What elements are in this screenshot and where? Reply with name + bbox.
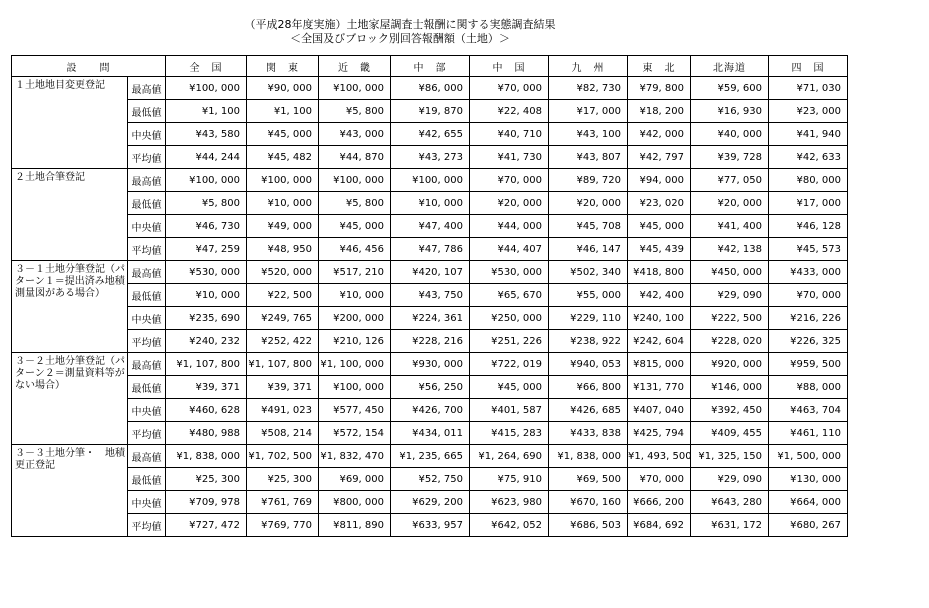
stat-label-max: 最高値 bbox=[128, 77, 166, 100]
value-cell-tohoku: ¥45, 000 bbox=[628, 215, 691, 238]
value-cell-tohoku: ¥418, 800 bbox=[628, 261, 691, 284]
value-cell-shikoku: ¥17, 000 bbox=[769, 192, 848, 215]
table-row bbox=[12, 330, 929, 353]
value-cell-kinki: ¥69, 000 bbox=[319, 468, 391, 491]
value-cell-shikoku: ¥70, 000 bbox=[769, 284, 848, 307]
value-cell-shikoku: ¥959, 500 bbox=[769, 353, 848, 376]
value-cell-kanto: ¥491, 023 bbox=[247, 399, 319, 422]
value-cell-kyushu: ¥43, 807 bbox=[549, 146, 628, 169]
value-cell-hokkaido: ¥29, 090 bbox=[691, 284, 769, 307]
value-cell-kyushu: ¥1, 838, 000 bbox=[549, 445, 628, 468]
value-cell-kyushu: ¥66, 800 bbox=[549, 376, 628, 399]
stat-label-mean: 平均値 bbox=[128, 422, 166, 445]
question-label-2: ２土地合筆登記 bbox=[12, 169, 128, 261]
value-cell-shikoku: ¥42, 633 bbox=[769, 146, 848, 169]
value-cell-zenkoku: ¥46, 730 bbox=[166, 215, 247, 238]
value-cell-kanto: ¥520, 000 bbox=[247, 261, 319, 284]
value-cell-chubu: ¥43, 750 bbox=[391, 284, 470, 307]
table-row bbox=[12, 468, 929, 491]
value-cell-kyushu: ¥229, 110 bbox=[549, 307, 628, 330]
table-row bbox=[12, 445, 929, 468]
header-zenkoku: 全 国 bbox=[166, 56, 247, 77]
value-cell-shikoku: ¥664, 000 bbox=[769, 491, 848, 514]
value-cell-chubu: ¥10, 000 bbox=[391, 192, 470, 215]
value-cell-shikoku: ¥71, 030 bbox=[769, 77, 848, 100]
value-cell-kinki: ¥100, 000 bbox=[319, 376, 391, 399]
value-cell-chubu: ¥86, 000 bbox=[391, 77, 470, 100]
value-cell-hokkaido: ¥409, 455 bbox=[691, 422, 769, 445]
value-cell-kinki: ¥800, 000 bbox=[319, 491, 391, 514]
value-cell-kanto: ¥1, 107, 800 bbox=[247, 353, 319, 376]
value-cell-zenkoku: ¥39, 371 bbox=[166, 376, 247, 399]
report-subtitle: ＜全国及びブロック別回答報酬額（土地）＞ bbox=[290, 32, 510, 45]
value-cell-hokkaido: ¥631, 172 bbox=[691, 514, 769, 537]
value-cell-kyushu: ¥502, 340 bbox=[549, 261, 628, 284]
header-chubu: 中 部 bbox=[391, 56, 470, 77]
stat-label-max: 最高値 bbox=[128, 261, 166, 284]
value-cell-chubu: ¥42, 655 bbox=[391, 123, 470, 146]
question-label-3: ３－１土地分筆登記（パターン１＝提出済み地積測量図がある場合） bbox=[12, 261, 128, 353]
value-cell-kanto: ¥761, 769 bbox=[247, 491, 319, 514]
value-cell-chugoku: ¥70, 000 bbox=[470, 77, 549, 100]
stat-label-median: 中央値 bbox=[128, 215, 166, 238]
value-cell-chugoku: ¥20, 000 bbox=[470, 192, 549, 215]
value-cell-kyushu: ¥433, 838 bbox=[549, 422, 628, 445]
value-cell-shikoku: ¥461, 110 bbox=[769, 422, 848, 445]
value-cell-kanto: ¥25, 300 bbox=[247, 468, 319, 491]
value-cell-zenkoku: ¥727, 472 bbox=[166, 514, 247, 537]
value-cell-chugoku: ¥65, 670 bbox=[470, 284, 549, 307]
value-cell-zenkoku: ¥460, 628 bbox=[166, 399, 247, 422]
table-row bbox=[12, 514, 929, 537]
value-cell-kanto: ¥508, 214 bbox=[247, 422, 319, 445]
value-cell-kinki: ¥44, 870 bbox=[319, 146, 391, 169]
stat-label-mean: 平均値 bbox=[128, 330, 166, 353]
value-cell-kyushu: ¥82, 730 bbox=[549, 77, 628, 100]
value-cell-chubu: ¥224, 361 bbox=[391, 307, 470, 330]
fee-table bbox=[11, 55, 929, 537]
value-cell-chugoku: ¥642, 052 bbox=[470, 514, 549, 537]
value-cell-hokkaido: ¥20, 000 bbox=[691, 192, 769, 215]
value-cell-tohoku: ¥425, 794 bbox=[628, 422, 691, 445]
value-cell-shikoku: ¥433, 000 bbox=[769, 261, 848, 284]
table-row bbox=[12, 123, 929, 146]
header-question: 設 問 bbox=[12, 56, 166, 77]
header-shikoku: 四 国 bbox=[769, 56, 848, 77]
value-cell-chubu: ¥426, 700 bbox=[391, 399, 470, 422]
header-row bbox=[12, 56, 929, 77]
value-cell-kanto: ¥1, 702, 500 bbox=[247, 445, 319, 468]
value-cell-tohoku: ¥70, 000 bbox=[628, 468, 691, 491]
value-cell-tohoku: ¥684, 692 bbox=[628, 514, 691, 537]
value-cell-kyushu: ¥69, 500 bbox=[549, 468, 628, 491]
value-cell-chugoku: ¥22, 408 bbox=[470, 100, 549, 123]
value-cell-hokkaido: ¥29, 090 bbox=[691, 468, 769, 491]
value-cell-kanto: ¥769, 770 bbox=[247, 514, 319, 537]
value-cell-chugoku: ¥44, 407 bbox=[470, 238, 549, 261]
value-cell-chugoku: ¥623, 980 bbox=[470, 491, 549, 514]
value-cell-kinki: ¥100, 000 bbox=[319, 169, 391, 192]
value-cell-hokkaido: ¥222, 500 bbox=[691, 307, 769, 330]
value-cell-chubu: ¥52, 750 bbox=[391, 468, 470, 491]
value-cell-chugoku: ¥722, 019 bbox=[470, 353, 549, 376]
stat-label-max: 最高値 bbox=[128, 353, 166, 376]
table-row bbox=[12, 284, 929, 307]
stat-label-min: 最低値 bbox=[128, 100, 166, 123]
value-cell-chubu: ¥47, 400 bbox=[391, 215, 470, 238]
value-cell-zenkoku: ¥1, 838, 000 bbox=[166, 445, 247, 468]
table-body bbox=[12, 77, 929, 537]
value-cell-kanto: ¥90, 000 bbox=[247, 77, 319, 100]
stat-label-max: 最高値 bbox=[128, 445, 166, 468]
value-cell-shikoku: ¥130, 000 bbox=[769, 468, 848, 491]
value-cell-tohoku: ¥94, 000 bbox=[628, 169, 691, 192]
value-cell-kanto: ¥48, 950 bbox=[247, 238, 319, 261]
value-cell-tohoku: ¥42, 400 bbox=[628, 284, 691, 307]
header-kanto: 関 東 bbox=[247, 56, 319, 77]
value-cell-kyushu: ¥55, 000 bbox=[549, 284, 628, 307]
value-cell-tohoku: ¥79, 800 bbox=[628, 77, 691, 100]
value-cell-zenkoku: ¥44, 244 bbox=[166, 146, 247, 169]
header-chugoku: 中 国 bbox=[470, 56, 549, 77]
value-cell-shikoku: ¥23, 000 bbox=[769, 100, 848, 123]
stat-label-mean: 平均値 bbox=[128, 514, 166, 537]
table-row bbox=[12, 307, 929, 330]
value-cell-chubu: ¥228, 216 bbox=[391, 330, 470, 353]
value-cell-kinki: ¥811, 890 bbox=[319, 514, 391, 537]
value-cell-hokkaido: ¥42, 138 bbox=[691, 238, 769, 261]
header-hokkaido: 北海道 bbox=[691, 56, 769, 77]
value-cell-zenkoku: ¥10, 000 bbox=[166, 284, 247, 307]
value-cell-kinki: ¥45, 000 bbox=[319, 215, 391, 238]
header-kinki: 近 畿 bbox=[319, 56, 391, 77]
value-cell-chugoku: ¥41, 730 bbox=[470, 146, 549, 169]
value-cell-chugoku: ¥251, 226 bbox=[470, 330, 549, 353]
table-row bbox=[12, 238, 929, 261]
stat-label-min: 最低値 bbox=[128, 192, 166, 215]
value-cell-tohoku: ¥42, 797 bbox=[628, 146, 691, 169]
value-cell-tohoku: ¥23, 020 bbox=[628, 192, 691, 215]
stat-label-min: 最低値 bbox=[128, 376, 166, 399]
value-cell-chubu: ¥43, 273 bbox=[391, 146, 470, 169]
value-cell-tohoku: ¥42, 000 bbox=[628, 123, 691, 146]
report-title: （平成28年度実施）土地家屋調査士報酬に関する実態調査結果 bbox=[244, 18, 556, 31]
value-cell-tohoku: ¥18, 200 bbox=[628, 100, 691, 123]
value-cell-kyushu: ¥238, 922 bbox=[549, 330, 628, 353]
value-cell-chubu: ¥420, 107 bbox=[391, 261, 470, 284]
value-cell-kanto: ¥45, 482 bbox=[247, 146, 319, 169]
value-cell-chugoku: ¥415, 283 bbox=[470, 422, 549, 445]
value-cell-zenkoku: ¥47, 259 bbox=[166, 238, 247, 261]
value-cell-hokkaido: ¥643, 280 bbox=[691, 491, 769, 514]
value-cell-shikoku: ¥46, 128 bbox=[769, 215, 848, 238]
value-cell-shikoku: ¥216, 226 bbox=[769, 307, 848, 330]
value-cell-zenkoku: ¥240, 232 bbox=[166, 330, 247, 353]
value-cell-kyushu: ¥89, 720 bbox=[549, 169, 628, 192]
value-cell-kanto: ¥10, 000 bbox=[247, 192, 319, 215]
table-row bbox=[12, 376, 929, 399]
table-row bbox=[12, 169, 929, 192]
value-cell-tohoku: ¥407, 040 bbox=[628, 399, 691, 422]
value-cell-kanto: ¥100, 000 bbox=[247, 169, 319, 192]
value-cell-kinki: ¥210, 126 bbox=[319, 330, 391, 353]
value-cell-chugoku: ¥401, 587 bbox=[470, 399, 549, 422]
value-cell-chubu: ¥47, 786 bbox=[391, 238, 470, 261]
table-row bbox=[12, 100, 929, 123]
value-cell-chubu: ¥1, 235, 665 bbox=[391, 445, 470, 468]
value-cell-chugoku: ¥1, 264, 690 bbox=[470, 445, 549, 468]
value-cell-zenkoku: ¥1, 107, 800 bbox=[166, 353, 247, 376]
value-cell-kyushu: ¥43, 100 bbox=[549, 123, 628, 146]
table-row bbox=[12, 146, 929, 169]
value-cell-shikoku: ¥41, 940 bbox=[769, 123, 848, 146]
value-cell-kinki: ¥517, 210 bbox=[319, 261, 391, 284]
stat-label-min: 最低値 bbox=[128, 468, 166, 491]
value-cell-shikoku: ¥1, 500, 000 bbox=[769, 445, 848, 468]
value-cell-shikoku: ¥88, 000 bbox=[769, 376, 848, 399]
value-cell-hokkaido: ¥450, 000 bbox=[691, 261, 769, 284]
value-cell-hokkaido: ¥16, 930 bbox=[691, 100, 769, 123]
value-cell-shikoku: ¥80, 000 bbox=[769, 169, 848, 192]
value-cell-kanto: ¥1, 100 bbox=[247, 100, 319, 123]
value-cell-kyushu: ¥670, 160 bbox=[549, 491, 628, 514]
value-cell-zenkoku: ¥235, 690 bbox=[166, 307, 247, 330]
value-cell-tohoku: ¥240, 100 bbox=[628, 307, 691, 330]
value-cell-kinki: ¥100, 000 bbox=[319, 77, 391, 100]
table-row bbox=[12, 399, 929, 422]
value-cell-zenkoku: ¥480, 988 bbox=[166, 422, 247, 445]
value-cell-hokkaido: ¥146, 000 bbox=[691, 376, 769, 399]
value-cell-kanto: ¥22, 500 bbox=[247, 284, 319, 307]
value-cell-kyushu: ¥17, 000 bbox=[549, 100, 628, 123]
value-cell-kyushu: ¥940, 053 bbox=[549, 353, 628, 376]
value-cell-kinki: ¥46, 456 bbox=[319, 238, 391, 261]
value-cell-zenkoku: ¥25, 300 bbox=[166, 468, 247, 491]
value-cell-kyushu: ¥426, 685 bbox=[549, 399, 628, 422]
value-cell-chugoku: ¥40, 710 bbox=[470, 123, 549, 146]
table-row bbox=[12, 215, 929, 238]
table-row bbox=[12, 353, 929, 376]
stat-label-mean: 平均値 bbox=[128, 146, 166, 169]
value-cell-kinki: ¥43, 000 bbox=[319, 123, 391, 146]
value-cell-kinki: ¥1, 100, 000 bbox=[319, 353, 391, 376]
value-cell-hokkaido: ¥1, 325, 150 bbox=[691, 445, 769, 468]
value-cell-zenkoku: ¥530, 000 bbox=[166, 261, 247, 284]
table-row bbox=[12, 261, 929, 284]
value-cell-kanto: ¥39, 371 bbox=[247, 376, 319, 399]
value-cell-kanto: ¥49, 000 bbox=[247, 215, 319, 238]
value-cell-hokkaido: ¥228, 020 bbox=[691, 330, 769, 353]
value-cell-kinki: ¥577, 450 bbox=[319, 399, 391, 422]
value-cell-hokkaido: ¥39, 728 bbox=[691, 146, 769, 169]
header-kyushu: 九 州 bbox=[549, 56, 628, 77]
value-cell-kinki: ¥200, 000 bbox=[319, 307, 391, 330]
value-cell-zenkoku: ¥5, 800 bbox=[166, 192, 247, 215]
value-cell-chugoku: ¥250, 000 bbox=[470, 307, 549, 330]
value-cell-kinki: ¥5, 800 bbox=[319, 100, 391, 123]
value-cell-tohoku: ¥815, 000 bbox=[628, 353, 691, 376]
value-cell-shikoku: ¥680, 267 bbox=[769, 514, 848, 537]
value-cell-tohoku: ¥45, 439 bbox=[628, 238, 691, 261]
value-cell-kyushu: ¥45, 708 bbox=[549, 215, 628, 238]
value-cell-kinki: ¥572, 154 bbox=[319, 422, 391, 445]
value-cell-kinki: ¥1, 832, 470 bbox=[319, 445, 391, 468]
value-cell-hokkaido: ¥41, 400 bbox=[691, 215, 769, 238]
value-cell-zenkoku: ¥100, 000 bbox=[166, 77, 247, 100]
question-label-1: １土地地目変更登記 bbox=[12, 77, 128, 169]
value-cell-chubu: ¥100, 000 bbox=[391, 169, 470, 192]
stat-label-median: 中央値 bbox=[128, 399, 166, 422]
stat-label-median: 中央値 bbox=[128, 491, 166, 514]
stat-label-min: 最低値 bbox=[128, 284, 166, 307]
stat-label-mean: 平均値 bbox=[128, 238, 166, 261]
value-cell-zenkoku: ¥1, 100 bbox=[166, 100, 247, 123]
value-cell-chugoku: ¥45, 000 bbox=[470, 376, 549, 399]
value-cell-chubu: ¥434, 011 bbox=[391, 422, 470, 445]
table-row bbox=[12, 491, 929, 514]
value-cell-chubu: ¥633, 957 bbox=[391, 514, 470, 537]
stat-label-max: 最高値 bbox=[128, 169, 166, 192]
value-cell-chubu: ¥19, 870 bbox=[391, 100, 470, 123]
value-cell-zenkoku: ¥100, 000 bbox=[166, 169, 247, 192]
value-cell-shikoku: ¥463, 704 bbox=[769, 399, 848, 422]
table-row bbox=[12, 422, 929, 445]
value-cell-chugoku: ¥44, 000 bbox=[470, 215, 549, 238]
stat-label-median: 中央値 bbox=[128, 307, 166, 330]
question-label-5: ３－３土地分筆・ 地積更正登記 bbox=[12, 445, 128, 537]
value-cell-hokkaido: ¥59, 600 bbox=[691, 77, 769, 100]
value-cell-kyushu: ¥46, 147 bbox=[549, 238, 628, 261]
table-row bbox=[12, 77, 929, 100]
value-cell-kanto: ¥249, 765 bbox=[247, 307, 319, 330]
value-cell-tohoku: ¥242, 604 bbox=[628, 330, 691, 353]
value-cell-kanto: ¥45, 000 bbox=[247, 123, 319, 146]
value-cell-hokkaido: ¥920, 000 bbox=[691, 353, 769, 376]
value-cell-chugoku: ¥70, 000 bbox=[470, 169, 549, 192]
stat-label-median: 中央値 bbox=[128, 123, 166, 146]
value-cell-shikoku: ¥226, 325 bbox=[769, 330, 848, 353]
value-cell-hokkaido: ¥40, 000 bbox=[691, 123, 769, 146]
header-tohoku: 東 北 bbox=[628, 56, 691, 77]
value-cell-chubu: ¥56, 250 bbox=[391, 376, 470, 399]
value-cell-kinki: ¥10, 000 bbox=[319, 284, 391, 307]
value-cell-zenkoku: ¥709, 978 bbox=[166, 491, 247, 514]
value-cell-hokkaido: ¥392, 450 bbox=[691, 399, 769, 422]
value-cell-shikoku: ¥45, 573 bbox=[769, 238, 848, 261]
value-cell-hokkaido: ¥77, 050 bbox=[691, 169, 769, 192]
value-cell-kyushu: ¥20, 000 bbox=[549, 192, 628, 215]
value-cell-chubu: ¥930, 000 bbox=[391, 353, 470, 376]
value-cell-kinki: ¥5, 800 bbox=[319, 192, 391, 215]
value-cell-tohoku: ¥131, 770 bbox=[628, 376, 691, 399]
value-cell-kanto: ¥252, 422 bbox=[247, 330, 319, 353]
value-cell-tohoku: ¥1, 493, 500 bbox=[628, 445, 691, 468]
value-cell-tohoku: ¥666, 200 bbox=[628, 491, 691, 514]
value-cell-zenkoku: ¥43, 580 bbox=[166, 123, 247, 146]
value-cell-kyushu: ¥686, 503 bbox=[549, 514, 628, 537]
table-row bbox=[12, 192, 929, 215]
value-cell-chugoku: ¥75, 910 bbox=[470, 468, 549, 491]
value-cell-chubu: ¥629, 200 bbox=[391, 491, 470, 514]
question-label-4: ３－２土地分筆登記（パターン２＝測量資料等がない場合） bbox=[12, 353, 128, 445]
value-cell-chugoku: ¥530, 000 bbox=[470, 261, 549, 284]
